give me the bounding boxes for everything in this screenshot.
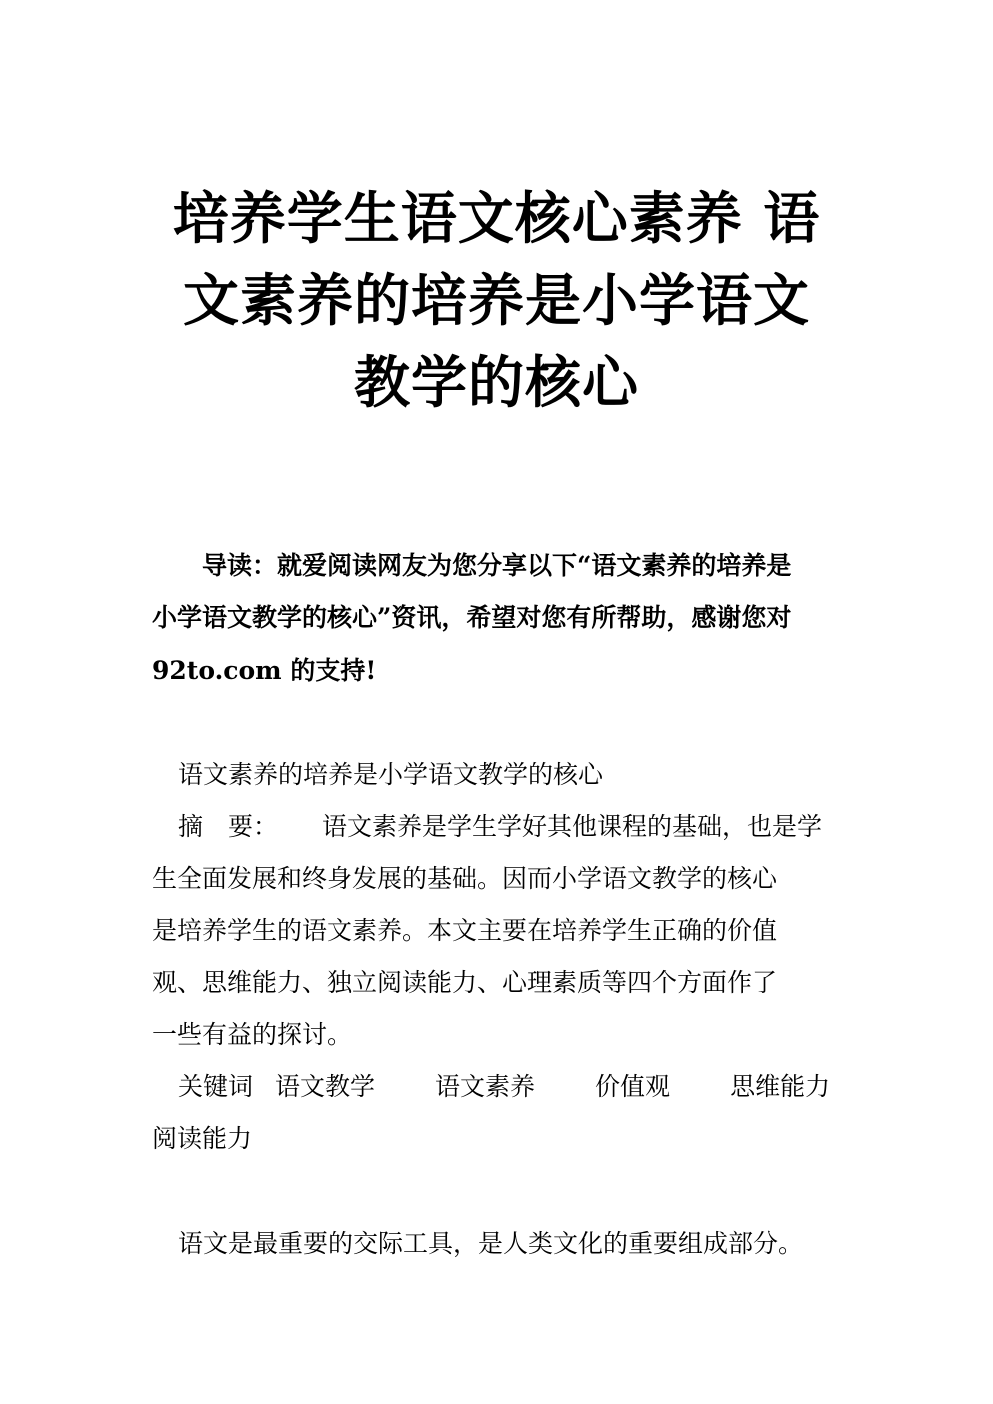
keywords-label: 关键词 — [178, 1072, 254, 1101]
keywords-line — [178, 1072, 830, 1102]
keyword-3: 价值观 — [595, 1072, 671, 1101]
keyword-2: 语文素养 — [435, 1072, 536, 1101]
abstract-text-1: 语文素养是学生学好其他课程的基础，也是学 — [322, 812, 823, 841]
abstract-line-5: 一些有益的探讨。 — [152, 1020, 353, 1049]
abstract-line-3: 是培养学生的语文素养。本文主要在培养学生正确的价值 — [152, 916, 778, 945]
keyword-5: 阅读能力 — [152, 1124, 253, 1153]
site-name: 92to.com — [152, 656, 282, 685]
keyword-4: 思维能力 — [730, 1072, 831, 1101]
abstract-label: 摘 要： — [178, 812, 279, 841]
title-line-2: 文素养的培养是小学语文 — [183, 268, 810, 334]
title-line-3: 教学的核心 — [354, 350, 639, 416]
abstract-line-4: 观、思维能力、独立阅读能力、心理素质等四个方面作了 — [152, 968, 778, 997]
article-heading: 语文素养的培养是小学语文教学的核心 — [178, 760, 604, 789]
intro-line-3-rest: 的支持! — [281, 656, 377, 685]
document-title — [140, 178, 853, 424]
intro-line-2: 小学语文教学的核心”资讯，希望对您有所帮助，感谢您对 — [152, 603, 792, 632]
abstract-line-1 — [178, 812, 822, 842]
title-line-1: 培养学生语文核心素养 语 — [172, 186, 821, 252]
intro-line-1: 导读：就爱阅读网友为您分享以下“语文素养的培养是 — [202, 551, 792, 580]
abstract-line-2: 生全面发展和终身发展的基础。因而小学语文教学的核心 — [152, 864, 778, 893]
intro-line-3 — [152, 656, 376, 686]
keyword-1: 语文教学 — [275, 1072, 376, 1101]
body-line-1: 语文是最重要的交际工具，是人类文化的重要组成部分。 — [178, 1229, 804, 1258]
